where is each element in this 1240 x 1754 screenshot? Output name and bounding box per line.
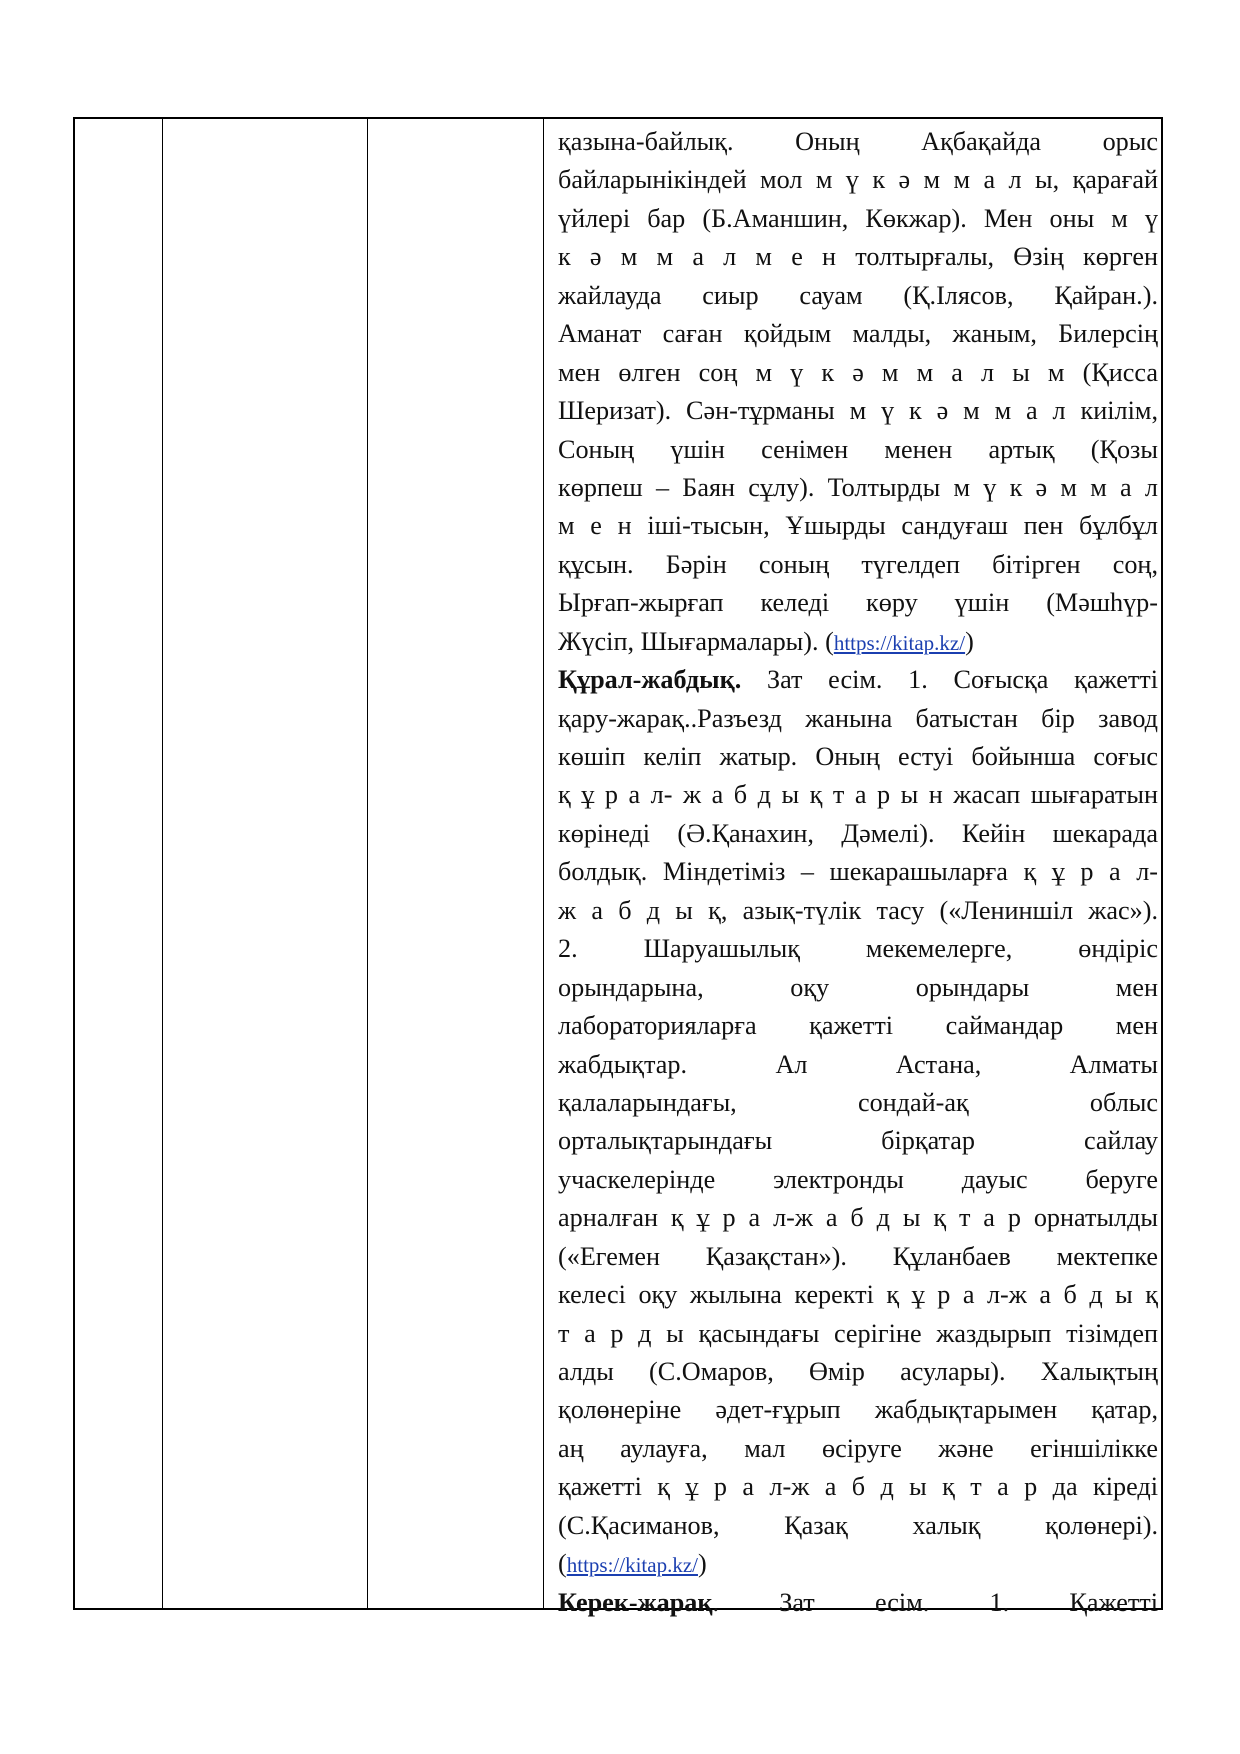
text-line: к ә м м а л м е н толтырғалы, Өзің көрген bbox=[558, 242, 1158, 272]
text-line: алды (С.Омаров, Өмір асулары). Халықтың bbox=[558, 1357, 1158, 1386]
text-line: байларынікіндей мол м ү к ә м м а л ы, қарағай bbox=[558, 165, 1158, 195]
text-line: құсын. Бәрін соның түгелдеп бітірген соң, bbox=[558, 549, 1158, 579]
text-segment: Жүсіп, Шығармалары). ( bbox=[558, 626, 834, 656]
text-line: Аманат саған қойдым малды, жаным, Билерсің bbox=[558, 319, 1158, 349]
text-line: көшіп келіп жатыр. Оның естуі бойынша соғыс bbox=[558, 742, 1158, 771]
column-divider-1 bbox=[162, 119, 163, 1608]
text-segment: . Зат есім. 1. Қажетті bbox=[712, 1587, 1158, 1617]
source-link[interactable]: https://kitap.kz/ bbox=[833, 630, 966, 655]
text-line: учаскелерінде электронды дауыс беруге bbox=[558, 1164, 1158, 1194]
text-line: ж а б д ы қ, азық-түлік тасу («Лениншіл жас»). bbox=[558, 895, 1158, 925]
headword: Керек-жарақ bbox=[558, 1587, 713, 1617]
text-line: аң аулауға, мал өсіруге және егіншілікке bbox=[558, 1433, 1158, 1463]
source-link[interactable]: https://kitap.kz/ bbox=[566, 1553, 698, 1578]
text-line: мен өлген соң м ү к ә м м а л ы м (Қисса bbox=[558, 357, 1158, 387]
text-line: қажетті қ ұ р а л-ж а б д ы қ т а р да кіреді bbox=[558, 1472, 1158, 1502]
text-segment: Зат есім. 1. Соғысқа қажетті bbox=[741, 665, 1158, 695]
text-line: Ырғап-жырғап келеді көру үшін (Мәшһүр- bbox=[558, 588, 1158, 618]
text-line: Соның үшін сенімен менен артық (Қозы bbox=[558, 434, 1158, 464]
text-line: т а р д ы қасындағы серігіне жаздырып тізімдеп bbox=[558, 1318, 1158, 1348]
text-segment: ( bbox=[558, 1549, 567, 1579]
text-line bbox=[558, 661, 1158, 699]
column-divider-3 bbox=[543, 119, 544, 1608]
text-line: көрінеді (Ә.Қанахин, Дәмелі). Кейін шекарада bbox=[558, 818, 1158, 848]
text-line: лабораторияларға қажетті саймандар мен bbox=[558, 1011, 1158, 1041]
dictionary-table bbox=[73, 117, 1163, 1617]
text-line: жайлауда сиыр сауам (Қ.Іляcов, Қайран.). bbox=[558, 280, 1158, 310]
text-line: (С.Қасиманов, Қазақ халық қолөнері). bbox=[558, 1510, 1158, 1540]
headword: Құрал-жабдық. bbox=[558, 665, 742, 695]
text-line: келесі оқу жылына керекті қ ұ р а л-ж а б д ы қ bbox=[558, 1280, 1158, 1310]
text-line: арналған қ ұ р а л-ж а б д ы қ т а р орнатылды bbox=[558, 1203, 1158, 1233]
text-line: Шеризат). Сән-тұрманы м ү к ә м м а л киілім, bbox=[558, 396, 1158, 426]
text-line: («Егемен Қазақстан»). Құланбаев мектепке bbox=[558, 1241, 1158, 1271]
text-line: қару-жарақ..Разъезд жанына батыстан бір завод bbox=[558, 703, 1158, 733]
text-line: көрпеш – Баян сұлу). Толтырды м ү к ә м м а л bbox=[558, 472, 1158, 502]
text-line: 2. Шаруашылық мекемелерге, өндіріс bbox=[558, 934, 1158, 964]
definition-cell bbox=[558, 123, 1158, 1622]
text-line: қазына-байлық. Оның Ақбақайда орыс bbox=[558, 127, 1158, 156]
text-line: қ ұ р а л- ж а б д ы қ т а р ы н жасап шығаратын bbox=[558, 780, 1158, 810]
text-line bbox=[558, 623, 1158, 661]
text-line: орындарына, оқу орындары мен bbox=[558, 972, 1158, 1002]
text-segment: ) bbox=[965, 626, 974, 656]
text-line: м е н іші-тысын, Ұшырды сандуғаш пен бұлбұл bbox=[558, 511, 1158, 541]
text-line: үйлері бар (Б.Аманшин, Көкжар). Мен оны м ү bbox=[558, 203, 1158, 233]
text-line: қалаларындағы, сондай-ақ облыс bbox=[558, 1087, 1158, 1117]
text-line: жабдықтар. Ал Астана, Алматы bbox=[558, 1049, 1158, 1079]
text-line bbox=[558, 1545, 1158, 1583]
text-line bbox=[558, 1584, 1158, 1622]
text-line: орталықтарындағы бірқатар сайлау bbox=[558, 1126, 1158, 1156]
text-segment: ) bbox=[697, 1549, 707, 1579]
column-divider-2 bbox=[367, 119, 368, 1608]
text-line: болдық. Міндетіміз – шекарашыларға қ ұ р а л- bbox=[558, 857, 1158, 887]
text-line: қолөнеріне әдет-ғұрып жабдықтарымен қатар, bbox=[558, 1395, 1158, 1425]
